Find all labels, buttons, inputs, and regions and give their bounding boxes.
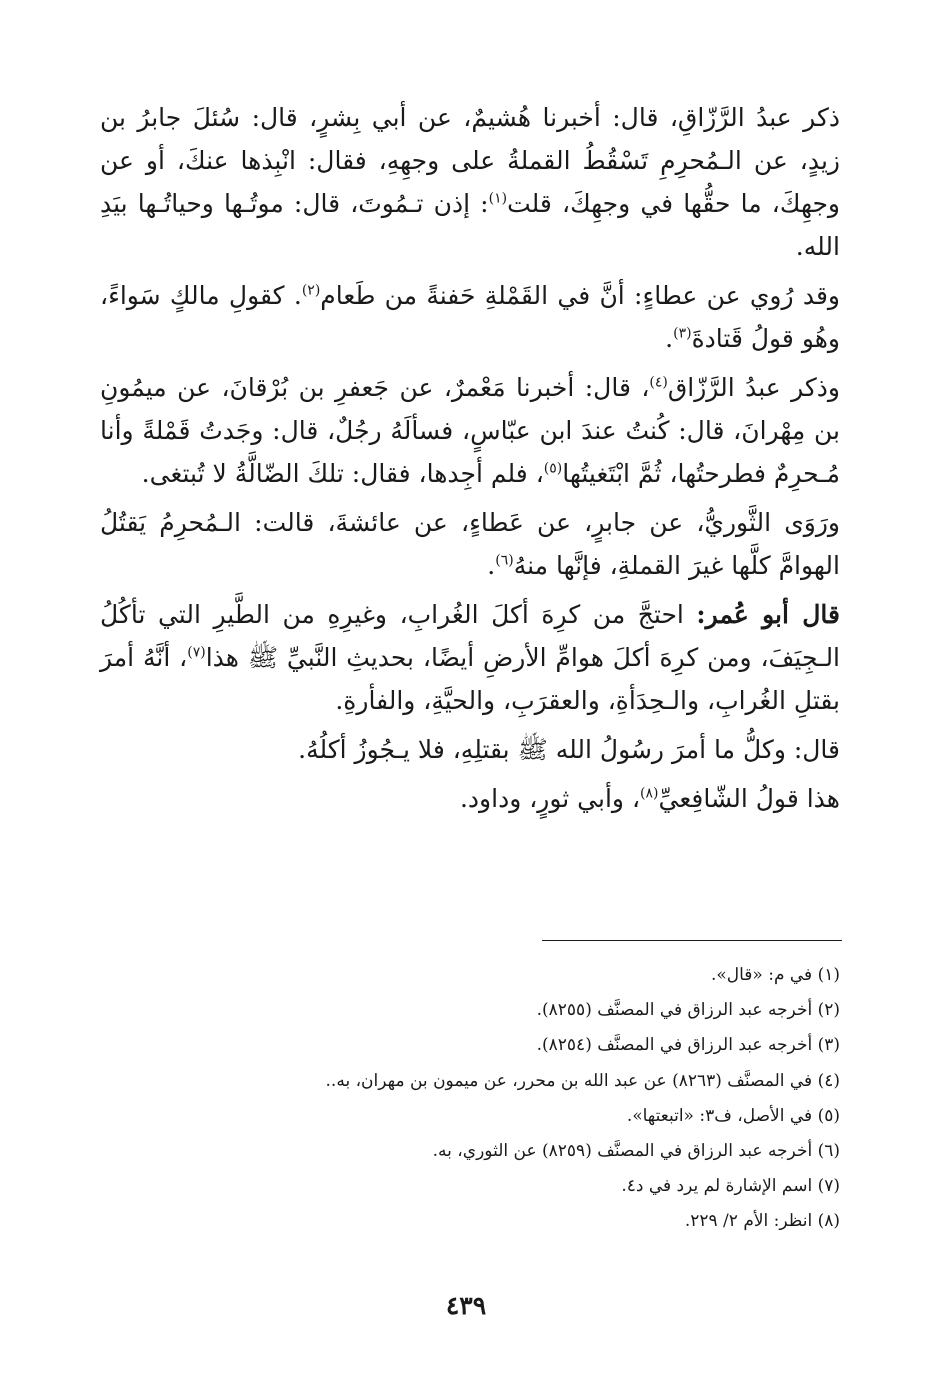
footnote-marker: (٦) xyxy=(495,552,514,569)
text-run: ، وأبي ثورٍ، وداود. xyxy=(459,784,641,813)
paragraph xyxy=(100,777,840,820)
text-run: وذكر عبدُ الرَّزّاق xyxy=(667,373,841,402)
text-run: ورَوَى الثَّوريُّ، عن جابرٍ، عن عَطاءٍ، عن عائشةَ، قالت: الـمُحرِمُ يَقتُلُ الهوامَّ كلَّها غيرَ القملةِ، فإنَّها منهُ xyxy=(100,508,840,580)
text-run: ذكر عبدُ الرَّزّاقِ، قال: أخبرنا هُشيمٌ، عن أبي بِشرٍ، قال: سُئلَ جابرُ بن زيدٍ، عن الـمُحرِمِ تَسْقُطُ القملةُ على وجهِهِ، فقال: انْبِذها عنكَ، أو عن وجهِكَ، ما حقُّها في وجهِكَ، قلت xyxy=(100,103,840,218)
bold-lead: قال أبو عُمر: xyxy=(696,600,840,629)
text-run: وقد رُوي عن عطاءٍ: أنَّ في القَمْلةِ حَفنةً من طَعام xyxy=(320,281,840,310)
text-run: . xyxy=(487,551,496,580)
footnote-marker: (٧) xyxy=(187,644,206,661)
paragraph xyxy=(100,593,840,722)
footnote: (٧) اسم الإشارة لم يرد في د٤. xyxy=(621,1176,840,1197)
text-run: قال: وكلُّ ما أمرَ رسُولُ الله ﷺ بقتلِهِ، فلا يـجُوزُ أكلُهُ. xyxy=(298,735,840,764)
footnote: (٤) في المصنَّف (٨٢٦٣) عن عبد الله بن محرر، عن ميمون بن مهران، به.. xyxy=(325,1070,840,1091)
footnote: (٥) في الأصل، ف٣: «اتبعتها». xyxy=(626,1105,840,1126)
paragraph xyxy=(100,366,840,495)
footnote: (٨) انظر: الأم ٢/ ٢٢٩. xyxy=(684,1211,840,1232)
paragraph xyxy=(100,728,840,771)
footnote-marker: (٢) xyxy=(301,282,321,299)
footnote: (٣) أخرجه عبد الرزاق في المصنَّف (٨٢٥٤). xyxy=(536,1035,840,1056)
text-run: احتجَّ من كرِهَ أكلَ الغُرابِ، وغيرِهِ من الطَّيرِ التي تأكُلُ الـجِيَفَ، ومن كرِهَ أكلَ هوامِّ الأرضِ أيضًا، بحديثِ النَّبيِّ ﷺ هذا xyxy=(100,600,841,672)
footnote-marker: (٣) xyxy=(673,325,692,342)
text-run: ، قال: أخبرنا مَعْمرٌ، عن جَعفرِ بن بُرْقانَ، عن ميمُونِ بن مِهْرانَ، قال: كُنتُ عندَ ابن عبّاسٍ، فسألَهُ رجُلٌ، قال: وجَدتُ قَمْلةً وأنا مُـحرِمٌ فطرحتُها، ثُمَّ ابْتَغيتُها xyxy=(100,373,840,488)
text-run: ، فلم أجِدها، فقال: تلكَ الضّالَّةُ لا تُبتغى. xyxy=(141,459,544,488)
footnote-marker: (٥) xyxy=(543,460,563,477)
text-run: . xyxy=(665,324,674,353)
main-text xyxy=(100,96,840,826)
footnote: (٦) أخرجه عبد الرزاق في المصنَّف (٨٢٥٩) عن الثوري، به. xyxy=(432,1141,840,1162)
footnote-marker: (١) xyxy=(488,190,508,207)
paragraph xyxy=(100,96,840,268)
paragraph xyxy=(100,274,840,360)
text-run: هذا قولُ الشّافِعيِّ xyxy=(658,784,840,813)
footnote: (١) في م: «قال». xyxy=(710,965,840,985)
footnote-marker: (٨) xyxy=(640,785,659,802)
text-run: . كقولِ مالكٍ سَواءً، وهُو قولُ قَتادةَ xyxy=(100,281,840,353)
footnotes xyxy=(100,958,840,1240)
text-run: : إذن تـمُوتَ، قال: موتُـها وحياتُـها بيَدِ الله. xyxy=(100,189,840,261)
page-number: ٤٣٩ xyxy=(445,1291,487,1320)
text-run: ، أنَّهُ أمرَ بقتلِ الغُرابِ، والـحِدَأةِ، والعقرَبِ، والحيَّةِ، والفأرةِ. xyxy=(100,643,840,715)
footnote-separator xyxy=(542,940,842,941)
paragraph xyxy=(100,501,840,587)
footnote: (٢) أخرجه عبد الرزاق في المصنَّف (٨٢٥٥). xyxy=(536,1000,840,1021)
footnote-marker: (٤) xyxy=(649,374,668,391)
